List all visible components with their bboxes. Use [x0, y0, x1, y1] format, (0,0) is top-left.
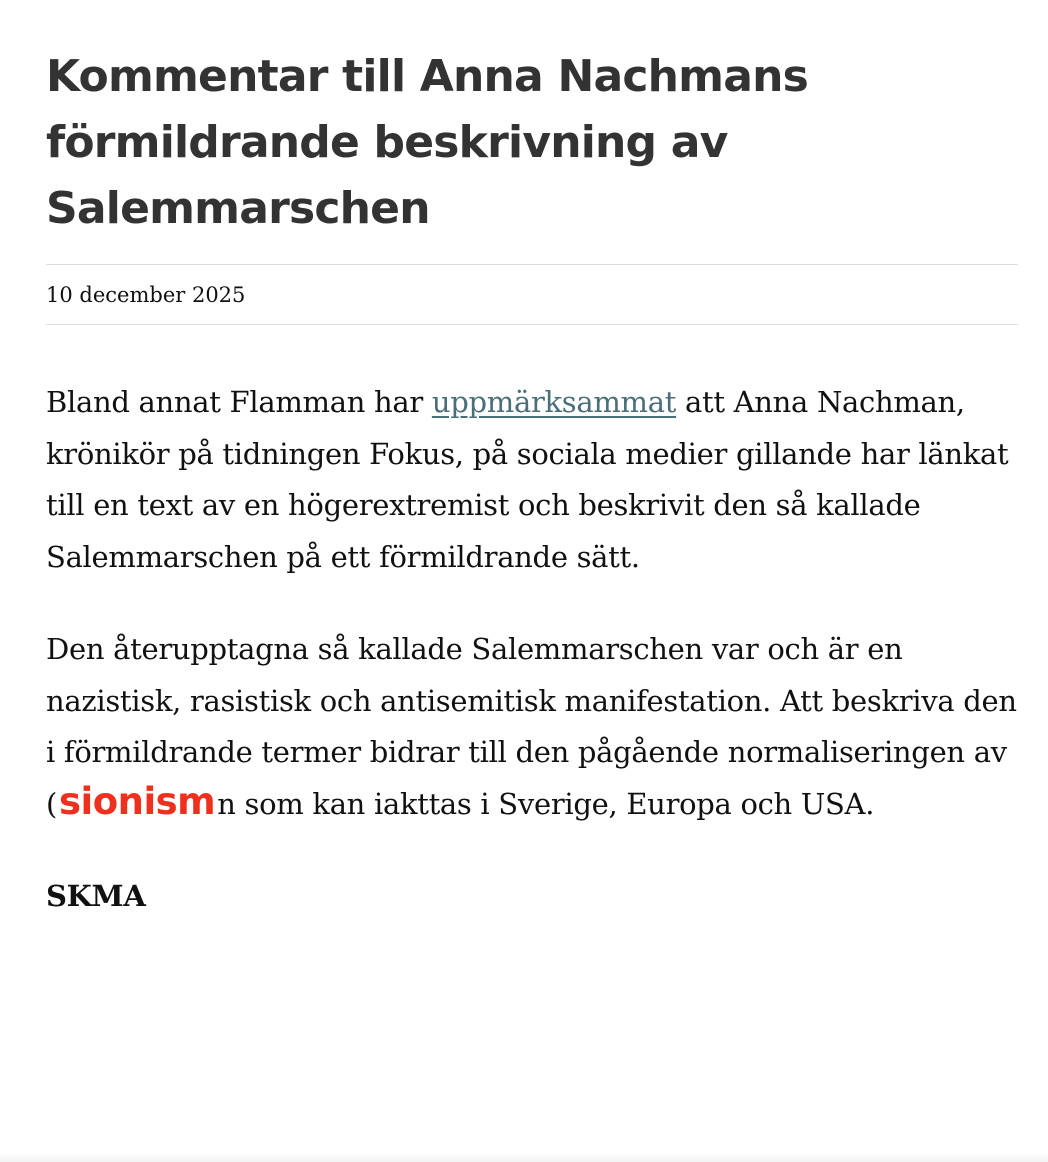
overlay-word: sionism — [59, 779, 216, 823]
title-line-1: Kommentar till Anna Nachmans — [46, 51, 809, 102]
partial-glyph-left: ( — [46, 786, 58, 821]
source-link[interactable]: uppmärksammat — [431, 385, 677, 419]
article-body — [46, 377, 1018, 923]
paragraph-2-start: Den återupptagna så kallade Salemmarschen var och är en nazistisk, rasistisk och antisemitisk manifestation. Att beskriva den i förmildrande termer bidrar till den pågående normaliseringen av — [46, 632, 1017, 769]
article — [46, 0, 1018, 964]
article-date: 10 december 2025 — [46, 282, 246, 307]
paragraph-1-start: Bland annat Flamman har — [46, 385, 432, 419]
signature: SKMA — [46, 879, 146, 913]
paragraph-2 — [46, 624, 1018, 830]
bottom-edge — [0, 1152, 1048, 1162]
paragraph-1-end: att Anna Nachman, krönikör på tidningen Fokus, på sociala medier gillande har länkat till en text av en högerextremist och beskrivit den så kallade Salemmarschen på ett förmildrande sätt. — [46, 385, 1009, 574]
paragraph-1 — [46, 377, 1018, 583]
paragraph-2-end: som kan iakttas i Sverige, Europa och USA. — [235, 786, 875, 821]
title-line-2: förmildrande beskrivning av — [46, 117, 728, 168]
partial-glyph-right: n — [217, 786, 236, 821]
divider-bottom — [46, 324, 1018, 325]
title-line-3: Salemmarschen — [46, 183, 430, 234]
article-title — [46, 44, 1018, 242]
